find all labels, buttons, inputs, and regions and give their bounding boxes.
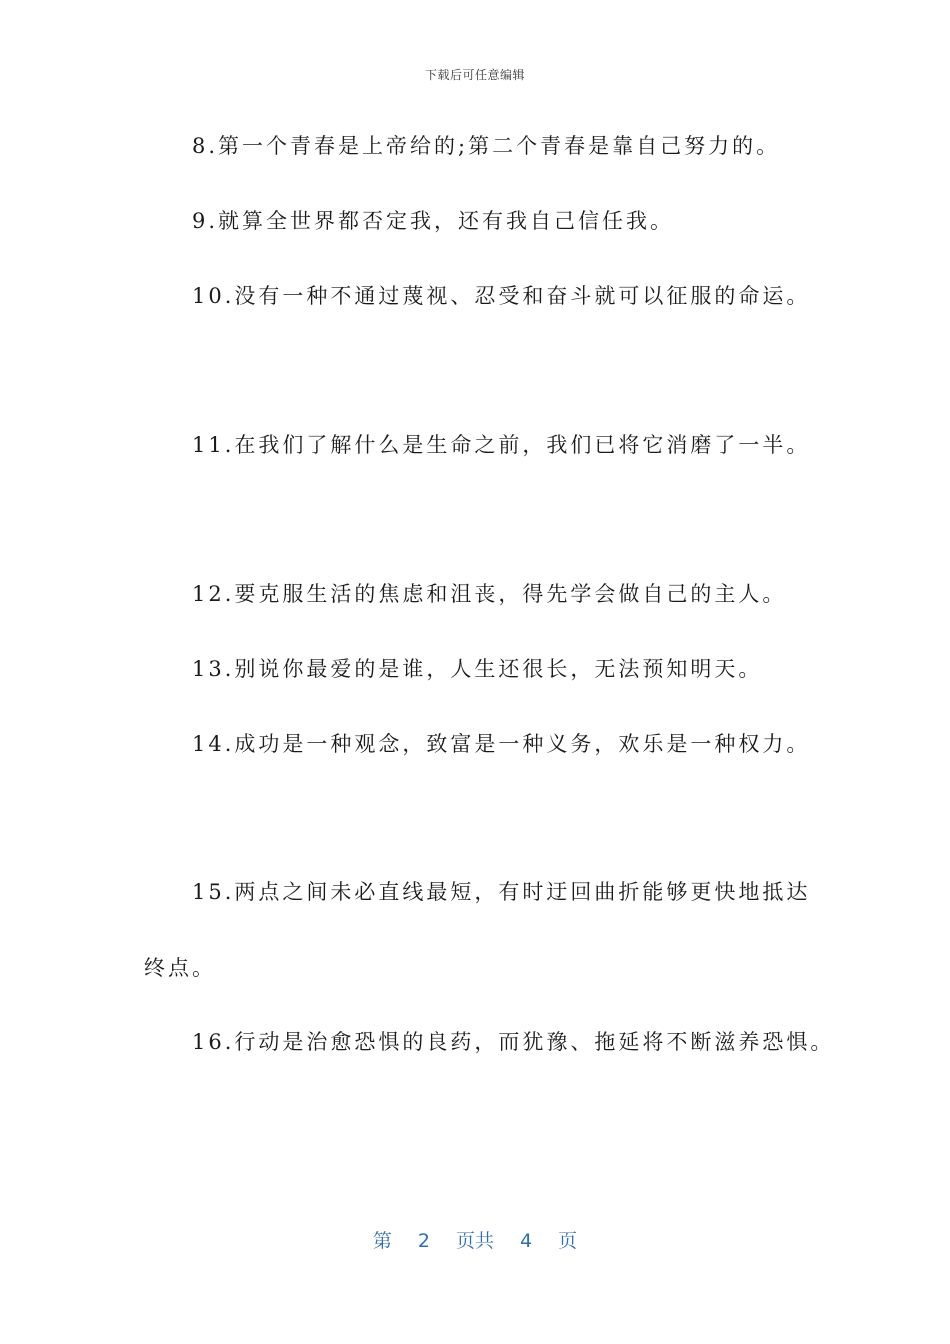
page-prefix: 第 xyxy=(372,1230,392,1252)
paragraph-text: 9.就算全世界都否定我，还有我自己信任我。 xyxy=(192,209,675,233)
paragraph-text: 8.第一个青春是上帝给的;第二个青春是靠自己努力的。 xyxy=(192,134,781,158)
header-note: 下载后可任意编辑 xyxy=(424,68,525,82)
paragraph-text: 16.行动是治愈恐惧的良药，而犹豫、拖延将不断滋养恐惧。 xyxy=(192,1030,835,1054)
paragraph-text: 14.成功是一种观念，致富是一种义务，欢乐是一种权力。 xyxy=(192,732,811,756)
paragraph-text: 终点。 xyxy=(144,956,216,980)
paragraph-text: 11.在我们了解什么是生命之前，我们已将它消磨了一半。 xyxy=(192,433,811,457)
page-suffix: 页 xyxy=(558,1230,578,1252)
page-mid: 页共 xyxy=(455,1230,494,1252)
total-pages-number: 4 xyxy=(520,1230,533,1252)
paragraph-text: 13.别说你最爱的是谁，人生还很长，无法预知明天。 xyxy=(192,657,763,681)
current-page-number: 2 xyxy=(417,1230,430,1252)
paragraph-text: 10.没有一种不通过蔑视、忍受和奋斗就可以征服的命运。 xyxy=(192,284,811,308)
paragraph-text: 12.要克服生活的焦虑和沮丧，得先学会做自己的主人。 xyxy=(192,582,787,606)
paragraph-text: 15.两点之间未必直线最短，有时迂回曲折能够更快地抵达 xyxy=(192,880,811,904)
page-number-footer xyxy=(0,1226,950,1253)
